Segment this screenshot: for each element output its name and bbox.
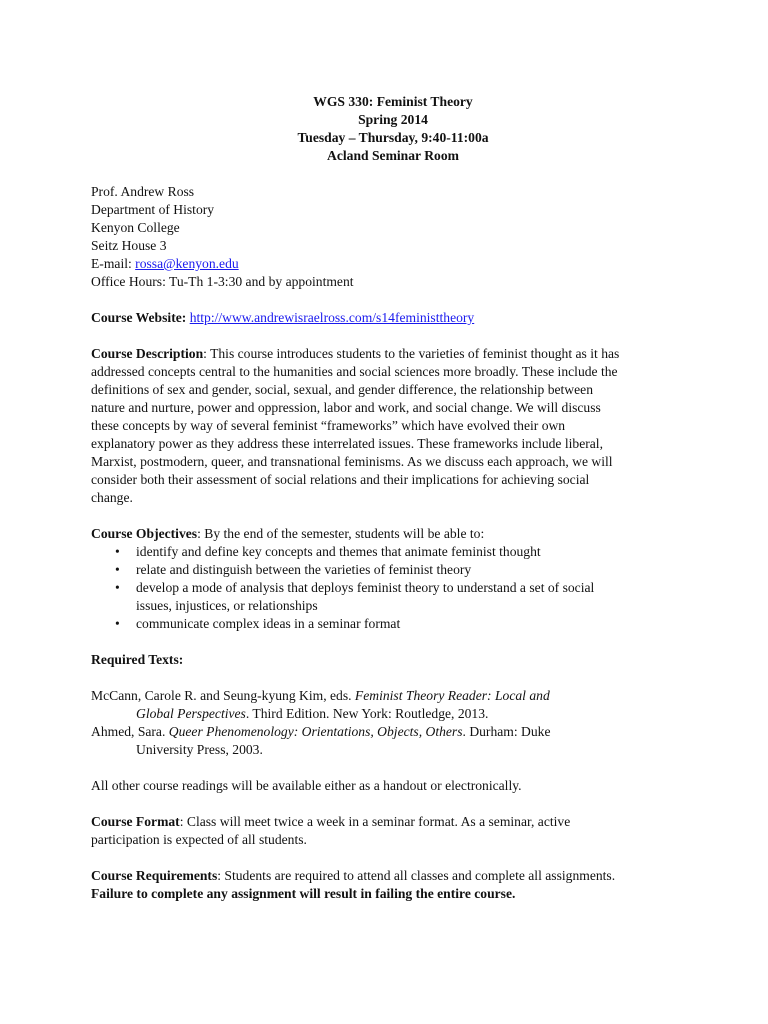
office-hours: Office Hours: Tu-Th 1-3:30 and by appointment	[91, 274, 354, 289]
instructor-name: Prof. Andrew Ross	[91, 184, 195, 199]
instructor-department: Department of History	[91, 202, 215, 217]
list-item: • identify and define key concepts and themes that animate feminist thought	[115, 544, 541, 559]
reference-entry: McCann, Carole R. and Seung-kyung Kim, eds. Feminist Theory Reader: Local and Global Perspectives. Third Edition. New York: Routledge, 2013.	[91, 688, 550, 721]
email-link[interactable]: rossa@kenyon.edu	[135, 256, 239, 271]
bullet-icon: •	[115, 562, 120, 577]
email-label: E-mail:	[91, 256, 136, 271]
course-description	[91, 345, 683, 507]
website-label: Course Website:	[91, 310, 187, 325]
required-texts-heading: Required Texts:	[91, 652, 184, 667]
description-line: nature and nurture, power and oppression, labor and work, and social change. We will discuss	[91, 400, 601, 415]
course-title: WGS 330: Feminist Theory	[313, 94, 473, 109]
description-line: explanatory power as they address these interrelated issues. These frameworks include liberal,	[91, 436, 603, 451]
bullet-icon: •	[115, 544, 120, 559]
description-line: addressed concepts central to the humanities and social sciences more broadly. These include the	[91, 364, 618, 379]
requirements-warning: Failure to complete any assignment will result in failing the entire course.	[91, 886, 516, 901]
website-link[interactable]: http://www.andrewisraelross.com/s14feministtheory	[189, 310, 475, 325]
bullet-icon: •	[115, 616, 120, 631]
course-requirements: Course Requirements: Students are required to attend all classes and complete all assignments. Failure to complete any assignment will result in failing the entire course.	[91, 867, 683, 903]
course-term: Spring 2014	[358, 112, 428, 127]
objectives-intro: Course Objectives: By the end of the semester, students will be able to:	[91, 526, 485, 541]
objectives-label: Course Objectives	[91, 526, 198, 541]
syllabus-document	[91, 93, 683, 903]
course-objectives	[91, 525, 683, 633]
readings-note: All other course readings will be available either as a handout or electronically.	[91, 778, 522, 793]
description-line: consider both their assessment of social relations and their implications for achieving social	[91, 472, 590, 487]
course-format: Course Format: Class will meet twice a week in a seminar format. As a seminar, active participation is expected of all students.	[91, 814, 571, 847]
instructor-college: Kenyon College	[91, 220, 180, 235]
list-item: • develop a mode of analysis that deploys feminist theory to understand a set of social issues, injustices, or relationships	[115, 580, 595, 613]
description-line: Marxist, postmodern, queer, and transnational feminisms. As we discuss each approach, we will	[91, 454, 613, 469]
instructor-email-line	[91, 255, 683, 273]
description-line: Course Description: This course introduces students to the varieties of feminist thought as it has	[91, 346, 620, 361]
course-schedule: Tuesday – Thursday, 9:40-11:00a	[297, 130, 489, 145]
course-website	[91, 309, 683, 327]
instructor-office: Seitz House 3	[91, 238, 167, 253]
description-label: Course Description	[91, 346, 204, 361]
course-header	[103, 93, 683, 165]
list-item: • communicate complex ideas in a seminar format	[115, 616, 401, 631]
description-line: change.	[91, 490, 133, 505]
instructor-info	[91, 183, 683, 291]
required-texts-list	[91, 687, 683, 759]
requirements-label: Course Requirements	[91, 868, 218, 883]
objectives-list	[91, 543, 683, 633]
description-line: these concepts by way of several feminist “frameworks” which have evolved their own	[91, 418, 566, 433]
format-label: Course Format	[91, 814, 180, 829]
description-line: definitions of sex and gender, social, sexual, and gender difference, the relationship between	[91, 382, 593, 397]
bullet-icon: •	[115, 580, 120, 595]
course-room: Acland Seminar Room	[327, 148, 459, 163]
reference-entry: Ahmed, Sara. Queer Phenomenology: Orientations, Objects, Others. Durham: Duke University Press, 2003.	[91, 724, 551, 757]
list-item: • relate and distinguish between the varieties of feminist theory	[115, 562, 472, 577]
